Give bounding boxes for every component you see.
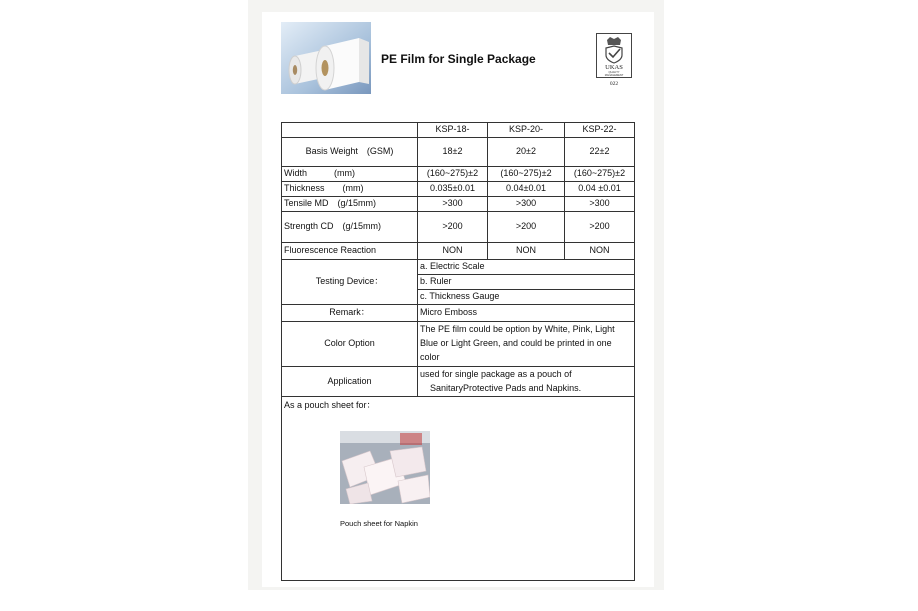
- application-value: [418, 367, 635, 397]
- film-roll-photo: [281, 22, 371, 94]
- row-label: Tensile MD (g/15mm): [282, 197, 418, 212]
- table-cell: 0.04 ±0.01: [565, 182, 635, 197]
- ukas-logo-subtext-1: QUALITY: [608, 71, 620, 74]
- color-option-row: [282, 322, 635, 367]
- color-option-value: The PE film could be option by White, Pink, Light Blue or Light Green, and could be printed in one color: [418, 322, 635, 367]
- table-cell: (160~275)±2: [488, 167, 565, 182]
- table-cell: NON: [565, 243, 635, 260]
- table-cell: NON: [418, 243, 488, 260]
- table-cell: 0.035±0.01: [418, 182, 488, 197]
- row-label: Strength CD (g/15mm): [282, 212, 418, 243]
- ukas-certification-logo: [596, 33, 632, 87]
- spec-header-empty: [282, 123, 418, 138]
- spec-table: [281, 122, 635, 581]
- table-cell: 0.04±0.01: [488, 182, 565, 197]
- ukas-cert-number: 022: [609, 81, 619, 87]
- column-header: KSP-18-: [418, 123, 488, 138]
- remark-label: Remark：: [282, 305, 418, 322]
- table-cell: NON: [488, 243, 565, 260]
- table-row: [282, 212, 635, 243]
- pouch-row: [282, 397, 635, 581]
- row-label: Fluorescence Reaction: [282, 243, 418, 260]
- table-row: [282, 197, 635, 212]
- testing-device-label: Testing Device：: [282, 260, 418, 305]
- table-row: [282, 167, 635, 182]
- table-cell: >200: [565, 212, 635, 243]
- column-header: KSP-22-: [565, 123, 635, 138]
- table-cell: (160~275)±2: [565, 167, 635, 182]
- testing-device-row: [282, 260, 635, 275]
- table-row: [282, 182, 635, 197]
- testing-device-item: a. Electric Scale: [418, 260, 635, 275]
- application-row: [282, 367, 635, 397]
- application-text-line-2: SanitaryProtective Pads and Napkins.: [430, 382, 582, 393]
- pouch-napkin-photo: [340, 431, 430, 504]
- testing-device-item: b. Ruler: [418, 275, 635, 290]
- remark-row: [282, 305, 635, 322]
- table-cell: >200: [418, 212, 488, 243]
- table-cell: 20±2: [488, 138, 565, 167]
- application-label: Application: [282, 367, 418, 397]
- column-header: KSP-20-: [488, 123, 565, 138]
- pouch-cell: [282, 397, 635, 581]
- testing-device-item: c. Thickness Gauge: [418, 290, 635, 305]
- ukas-logo-subtext-2: MANAGEMENT: [604, 74, 624, 77]
- pouch-photo-caption: Pouch sheet for Napkin: [340, 519, 418, 528]
- row-label: Basis Weight (GSM): [282, 138, 418, 167]
- page-title: PE Film for Single Package: [381, 52, 536, 66]
- table-cell: >300: [418, 197, 488, 212]
- table-cell: 18±2: [418, 138, 488, 167]
- spec-header-row: [282, 123, 635, 138]
- remark-value: Micro Emboss: [418, 305, 635, 322]
- application-text-line-1: used for single package as a pouch of: [420, 368, 572, 379]
- table-row: [282, 243, 635, 260]
- table-cell: >300: [488, 197, 565, 212]
- row-label: Thickness (mm): [282, 182, 418, 197]
- pouch-label: As a pouch sheet for：: [284, 400, 376, 410]
- row-label: Width (mm): [282, 167, 418, 182]
- table-row: [282, 138, 635, 167]
- table-cell: (160~275)±2: [418, 167, 488, 182]
- ukas-logo-text: UKAS: [605, 64, 623, 71]
- table-cell: >200: [488, 212, 565, 243]
- color-option-label: Color Option: [282, 322, 418, 367]
- table-cell: >300: [565, 197, 635, 212]
- table-cell: 22±2: [565, 138, 635, 167]
